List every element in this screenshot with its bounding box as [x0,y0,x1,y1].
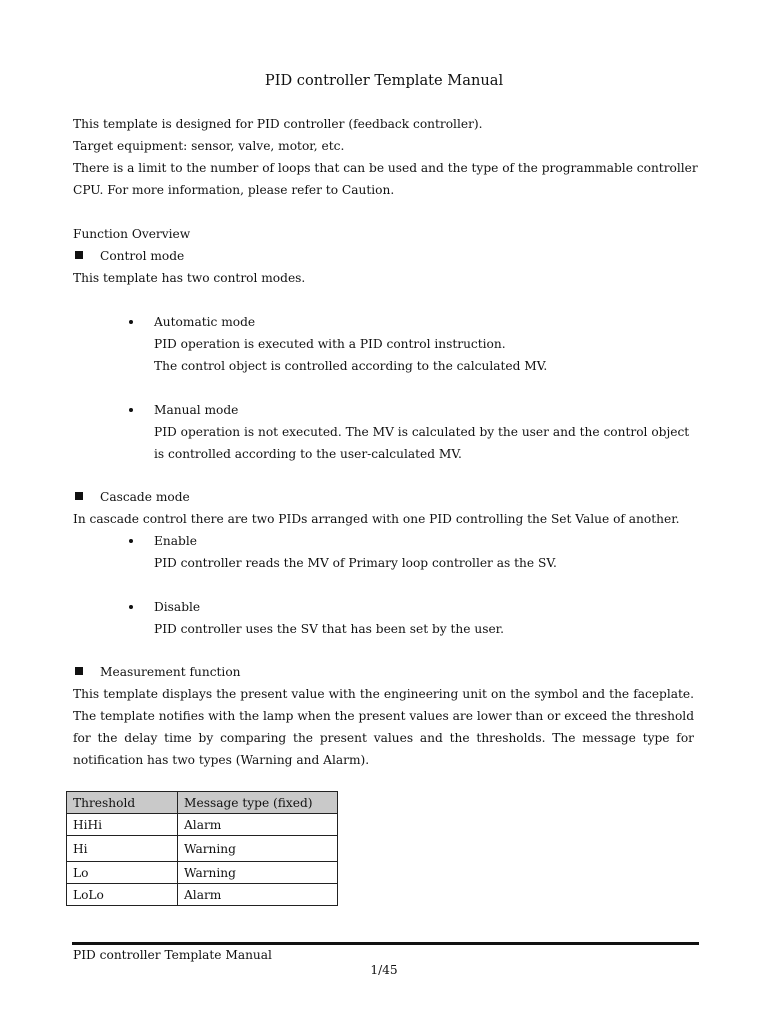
paragraph-line: for the delay time by comparing the present values and the thresholds. The message type for [73,731,694,745]
table-header-cell: Message type (fixed) [178,792,338,814]
bullet-label: Enable [154,534,197,548]
intro-line: There is a limit to the number of loops that can be used and the type of the programmable controller [73,161,698,175]
intro-line: This template is designed for PID controller (feedback controller). [73,117,483,131]
section-heading: Function Overview [73,227,191,241]
bullet-label: Disable [154,600,201,614]
table-header-cell: Threshold [67,792,178,814]
bullet-text: PID controller uses the SV that has been set by the user. [154,622,505,636]
dot-bullet-icon [129,605,133,609]
table-cell: Hi [67,836,178,862]
square-bullet-icon [75,667,83,675]
bullet-text: PID operation is not executed. The MV is calculated by the user and the control object [154,425,690,439]
dot-bullet-icon [129,539,133,543]
paragraph-line: This template displays the present value with the engineering unit on the symbol and the faceplate. [73,687,694,701]
table-cell: Lo [67,862,178,884]
subsection-label: Measurement function [100,665,241,679]
subsection-label: Cascade mode [100,490,190,504]
bullet-text: PID controller reads the MV of Primary loop controller as the SV. [154,556,557,570]
intro-line: Target equipment: sensor, valve, motor, etc. [73,139,345,153]
table-row [67,862,338,884]
intro-line: CPU. For more information, please refer to Caution. [73,183,395,197]
bullet-label: Manual mode [154,403,239,417]
table-cell: Warning [178,862,338,884]
table-cell: Alarm [178,884,338,906]
subsection-label: Control mode [100,249,185,263]
table-cell: Alarm [178,814,338,836]
dot-bullet-icon [129,408,133,412]
paragraph-line: notification has two types (Warning and Alarm). [73,753,370,767]
paragraph-line: This template has two control modes. [73,271,306,285]
table-cell: HiHi [67,814,178,836]
paragraph-line: In cascade control there are two PIDs arranged with one PID controlling the Set Value of another. [73,512,680,526]
table-cell: LoLo [67,884,178,906]
table-row [67,814,338,836]
table-row [67,884,338,906]
threshold-table [66,791,338,906]
dot-bullet-icon [129,320,133,324]
bullet-label: Automatic mode [154,315,256,329]
footer-title: PID controller Template Manual [73,948,272,962]
paragraph-line: The template notifies with the lamp when the present values are lower than or exceed the threshold [73,709,694,723]
bullet-text: is controlled according to the user-calculated MV. [154,447,462,461]
square-bullet-icon [75,251,83,259]
table-header-row [67,792,338,814]
square-bullet-icon [75,492,83,500]
footer-divider [72,942,699,945]
table-cell: Warning [178,836,338,862]
page-number: 1/45 [370,963,398,977]
bullet-text: PID operation is executed with a PID control instruction. [154,337,506,351]
bullet-text: The control object is controlled according to the calculated MV. [154,359,548,373]
table-row [67,836,338,862]
document-title: PID controller Template Manual [264,72,504,89]
